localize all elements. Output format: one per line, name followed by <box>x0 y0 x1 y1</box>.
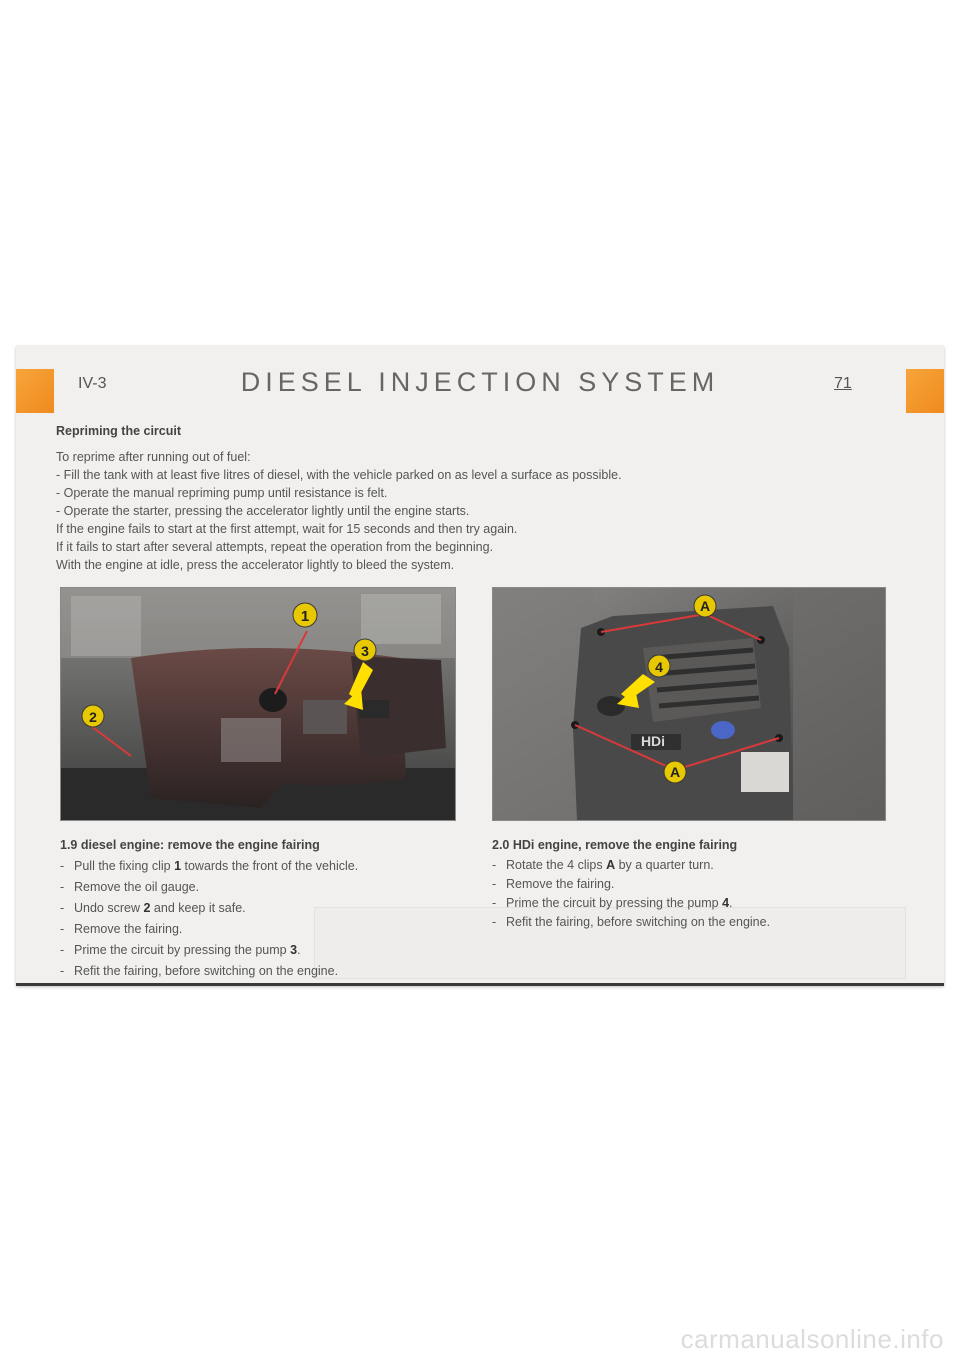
list-item: - Remove the fairing. <box>492 877 615 891</box>
manual-page <box>16 345 944 985</box>
page-title: DIESEL INJECTION SYSTEM <box>240 367 720 397</box>
callout-1: 1 <box>300 608 310 625</box>
callout-a-top: A <box>699 598 711 614</box>
engine-photo-20-hdi <box>492 587 886 821</box>
callout-a-bottom: A <box>669 764 681 780</box>
section-code: IV-3 <box>78 375 107 392</box>
list-item: - Prime the circuit by pressing the pump 3. <box>60 943 301 957</box>
intro-line: If it fails to start after several attempts, repeat the operation from the beginning. <box>56 540 494 554</box>
page-number: 71 <box>834 375 852 392</box>
list-item: - Undo screw 2 and keep it safe. <box>60 901 246 915</box>
engine-illustration-left <box>61 588 455 820</box>
watermark: carmanualsonline.info <box>680 1324 944 1354</box>
callout-3: 3 <box>361 643 369 659</box>
intro-line: - Operate the manual repriming pump until resistance is felt. <box>56 486 388 500</box>
list-item: - Pull the fixing clip 1 towards the front of the vehicle. <box>60 859 359 873</box>
engine-illustration-right <box>493 588 885 820</box>
intro-line: - Operate the starter, pressing the accelerator lightly until the engine starts. <box>56 504 470 518</box>
callout-4: 4 <box>655 659 663 675</box>
list-item: - Prime the circuit by pressing the pump 4. <box>492 896 733 910</box>
right-caption-heading: 2.0 HDi engine, remove the engine fairing <box>492 838 738 852</box>
list-item: - Refit the fairing, before switching on the engine. <box>492 915 771 929</box>
list-item: - Remove the fairing. <box>60 922 183 936</box>
intro-section <box>56 422 896 574</box>
engine-photo-19-diesel <box>60 587 456 821</box>
intro-line: - Fill the tank with at least five litres of diesel, with the vehicle parked on as level a surface as possible. <box>56 468 622 482</box>
intro-line: To reprime after running out of fuel: <box>56 450 251 464</box>
hdi-badge: HDi <box>640 733 666 749</box>
left-caption <box>60 838 470 982</box>
right-caption-list <box>492 856 912 932</box>
intro-line: With the engine at idle, press the accelerator lightly to bleed the system. <box>56 558 455 572</box>
left-caption-heading: 1.9 diesel engine: remove the engine fairing <box>60 838 320 852</box>
right-caption <box>492 838 912 932</box>
list-item: - Refit the fairing, before switching on the engine. <box>60 964 339 978</box>
callout-2: 2 <box>89 709 97 725</box>
left-caption-list <box>60 856 470 982</box>
page-bottom-rule <box>16 983 944 986</box>
intro-heading: Repriming the circuit <box>56 424 182 438</box>
list-item: - Remove the oil gauge. <box>60 880 200 894</box>
list-item: - Rotate the 4 clips A by a quarter turn. <box>492 858 714 872</box>
intro-line: If the engine fails to start at the first attempt, wait for 15 seconds and then try again. <box>56 522 518 536</box>
